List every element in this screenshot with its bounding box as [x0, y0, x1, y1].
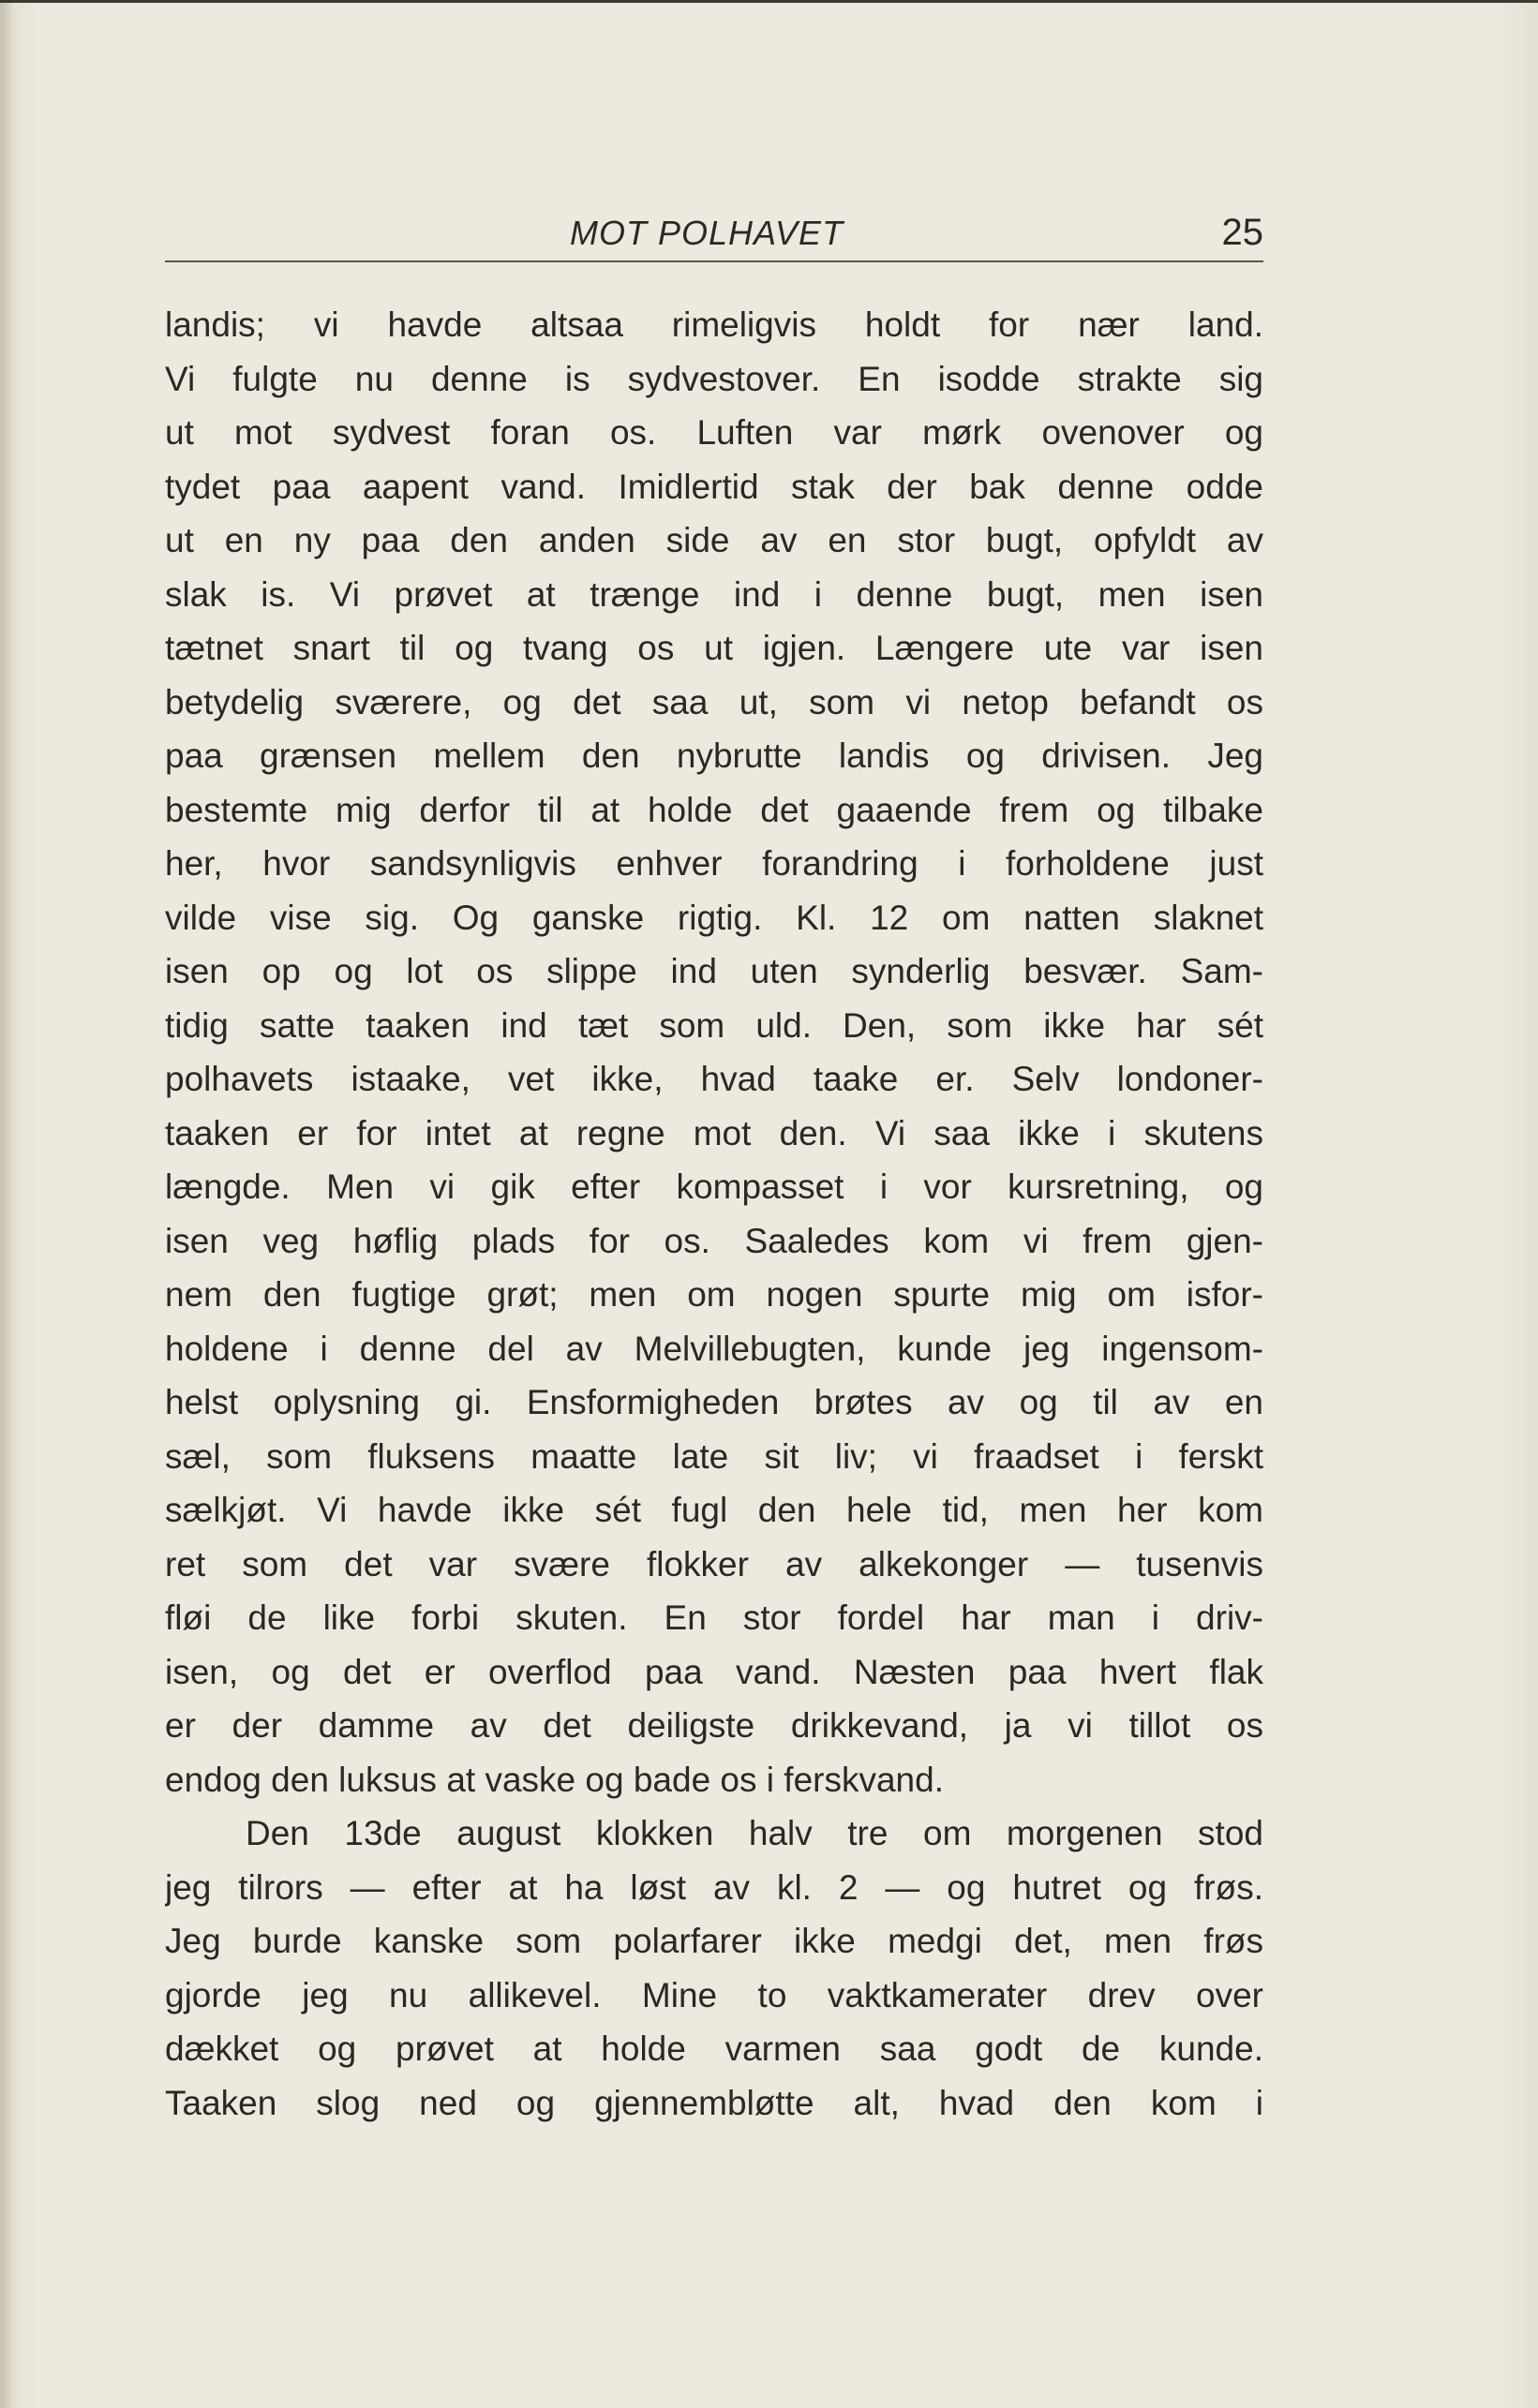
- text-line: er der damme av det deiligste drikkevand, ja vi tillot os: [165, 1706, 1263, 1745]
- text-line: betydelig sværere, og det saa ut, som vi netop befandt os: [165, 682, 1263, 721]
- running-title: MOT POLHAVET: [570, 214, 844, 252]
- text-line: ut en ny paa den anden side av en stor bugt, opfyldt av: [165, 521, 1263, 559]
- text-line: isen op og lot os slippe ind uten synderlig besvær. Sam-: [165, 952, 1263, 990]
- text-line: vilde vise sig. Og ganske rigtig. Kl. 12 om natten slaknet: [165, 898, 1263, 937]
- text-line: helst oplysning gi. Ensformigheden brøtes av og til av en: [165, 1383, 1263, 1421]
- text-line: sælkjøt. Vi havde ikke sét fugl den hele tid, men her kom: [165, 1491, 1263, 1529]
- page-gutter-shadow: [0, 0, 13, 2408]
- text-line-paragraph-end: endog den luksus at vaske og bade os i ferskvand.: [165, 1760, 944, 1799]
- text-line: nem den fugtige grøt; men om nogen spurte mig om isfor-: [165, 1275, 1263, 1314]
- text-line: tætnet snart til og tvang os ut igjen. Længere ute var isen: [165, 629, 1263, 667]
- text-line: isen veg høflig plads for os. Saaledes kom vi frem gjen-: [165, 1221, 1263, 1260]
- text-line: her, hvor sandsynligvis enhver forandring i forholdene just: [165, 844, 1263, 883]
- text-line: Vi fulgte nu denne is sydvestover. En isodde strakte sig: [165, 359, 1263, 398]
- page-top-edge: [0, 0, 1538, 3]
- text-line: Taaken slog ned og gjennembløtte alt, hvad den kom i: [165, 2083, 1263, 2122]
- text-line: ut mot sydvest foran os. Luften var mørk ovenover og: [165, 413, 1263, 452]
- header-rule: [165, 260, 1263, 262]
- text-line: fløi de like forbi skuten. En stor fordel har man i driv-: [165, 1598, 1263, 1637]
- text-line: landis; vi havde altsaa rimeligvis holdt for nær land.: [165, 305, 1263, 344]
- text-line: tidig satte taaken ind tæt som uld. Den, som ikke har sét: [165, 1005, 1263, 1045]
- text-line: bestemte mig derfor til at holde det gaaende frem og tilbake: [165, 790, 1263, 829]
- text-line: Jeg burde kanske som polarfarer ikke medgi det, men frøs: [165, 1922, 1263, 1960]
- text-line: holdene i denne del av Melvillebugten, kunde jeg ingensom-: [165, 1329, 1263, 1368]
- text-line-paragraph-start: Den 13de august klokken halv tre om morgenen stod: [246, 1814, 1263, 1852]
- text-line: sæl, som fluksens maatte late sit liv; vi fraadset i ferskt: [165, 1436, 1263, 1476]
- text-line: jeg tilrors — efter at ha løst av kl. 2 — og hutret og frøs.: [165, 1867, 1263, 1907]
- text-line: polhavets istaake, vet ikke, hvad taake er. Selv londoner-: [165, 1060, 1263, 1098]
- text-line: tydet paa aapent vand. Imidlertid stak der bak denne odde: [165, 467, 1263, 506]
- body-text: [165, 298, 1263, 2130]
- page-header: [165, 208, 1263, 260]
- text-line: isen, og det er overflod paa vand. Næsten paa hvert flak: [165, 1652, 1263, 1691]
- text-line: taaken er for intet at regne mot den. Vi saa ikke i skutens: [165, 1113, 1263, 1152]
- text-line: gjorde jeg nu allikevel. Mine to vaktkamerater drev over: [165, 1975, 1263, 2014]
- text-line: dækket og prøvet at holde varmen saa godt de kunde.: [165, 2029, 1263, 2068]
- text-line: ret som det var svære flokker av alkekonger — tusenvis: [165, 1544, 1263, 1583]
- text-line: slak is. Vi prøvet at trænge ind i denne bugt, men isen: [165, 574, 1263, 614]
- text-line: længde. Men vi gik efter kompasset i vor kursretning, og: [165, 1167, 1263, 1206]
- page-number: 25: [1221, 212, 1263, 253]
- text-line: paa grænsen mellem den nybrutte landis og drivisen. Jeg: [165, 736, 1263, 775]
